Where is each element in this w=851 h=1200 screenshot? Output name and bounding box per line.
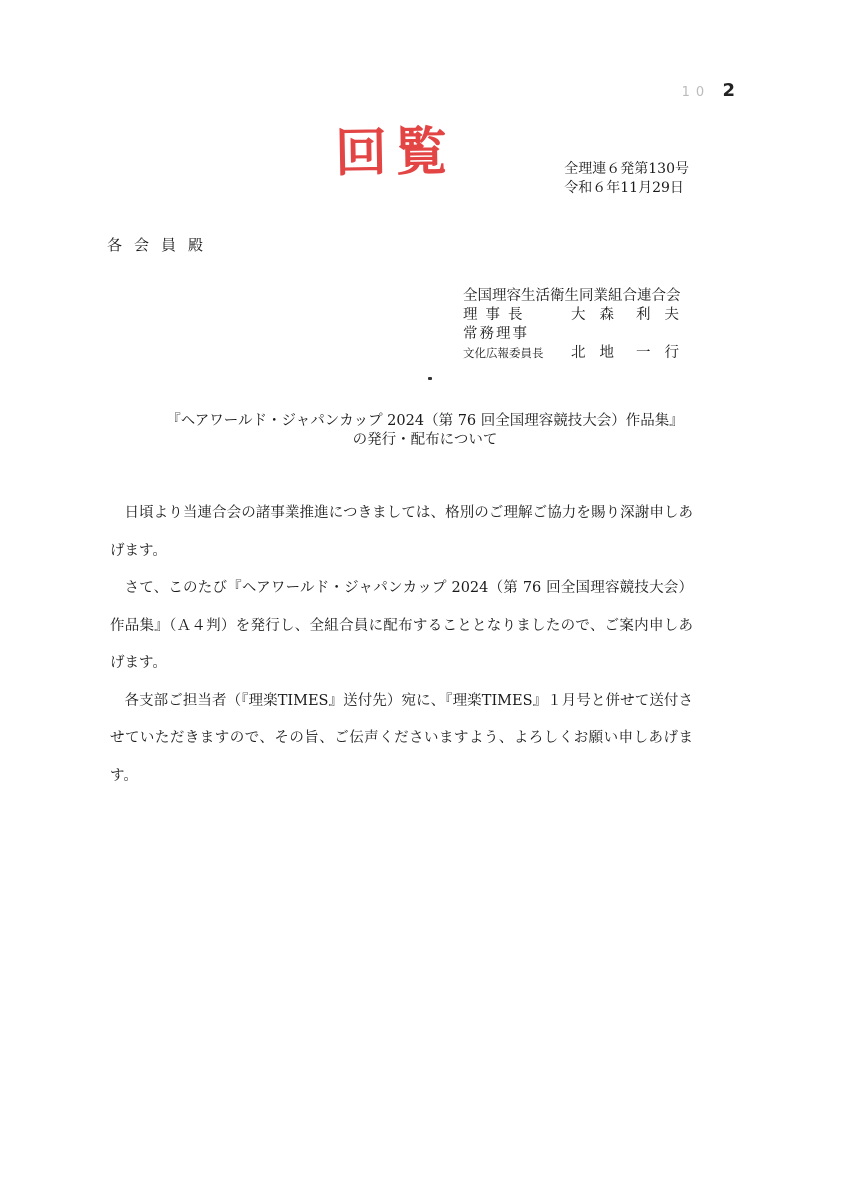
document-date: 令和６年11月29日 xyxy=(564,180,684,196)
sender-organization: 全国理容生活衛生同業組合連合会 xyxy=(463,288,681,304)
subject-line-1: 『ヘアワールド・ジャパンカップ 2024（第 76 回全国理容競技大会）作品集』 xyxy=(166,413,684,429)
sender-block xyxy=(463,287,693,363)
sender-family-name: 北地 xyxy=(571,345,628,361)
subject-heading xyxy=(100,412,750,450)
sender-row-executive xyxy=(463,325,693,344)
sender-name xyxy=(563,344,693,363)
sender-name xyxy=(563,306,693,325)
sender-title: 常務理事 xyxy=(463,326,529,342)
sender-title: 理事長 xyxy=(463,307,531,323)
sender-name xyxy=(563,325,693,344)
corner-mark-faint: 10 xyxy=(652,85,711,100)
body-paragraph: さて、このたび『ヘアワールド・ジャパンカップ 2024（第 76 回全国理容競技大会）作品集』（Ａ４判）を発行し、全組合員に配布することとなりましたので、ご案内申しあげます。 xyxy=(110,580,693,671)
document-number: 全理連６発第130号 xyxy=(564,161,689,177)
addressee: 各会員殿 xyxy=(107,236,216,254)
sender-row-chairman xyxy=(463,306,693,325)
sender-family-name: 大森 xyxy=(571,307,628,323)
body-text xyxy=(110,495,693,795)
body-paragraph: 各支部ご担当者（『理楽TIMES』送付先）宛に、『理楽TIMES』１月号と併せて送付させていただきますので、その旨、ご伝声くださいますよう、よろしくお願い申しあげます。 xyxy=(110,692,693,784)
document-header xyxy=(564,160,689,198)
subject-line-2: の発行・配布について xyxy=(352,432,498,448)
sender-given-name: 一行 xyxy=(636,345,693,361)
sender-given-name: 利夫 xyxy=(636,307,693,323)
body-paragraph: 日頃より当連合会の諸事業推進につきましては、格別のご理解ご協力を賜り深謝申しあげます。 xyxy=(110,505,693,559)
sender-title: 文化広報委員長 xyxy=(463,346,544,360)
corner-mark-number: 2 xyxy=(722,80,741,101)
circulation-stamp: 回覧 xyxy=(334,120,456,185)
scan-speck xyxy=(428,377,432,380)
sender-row-committee xyxy=(463,344,693,363)
corner-page-mark xyxy=(653,80,742,101)
